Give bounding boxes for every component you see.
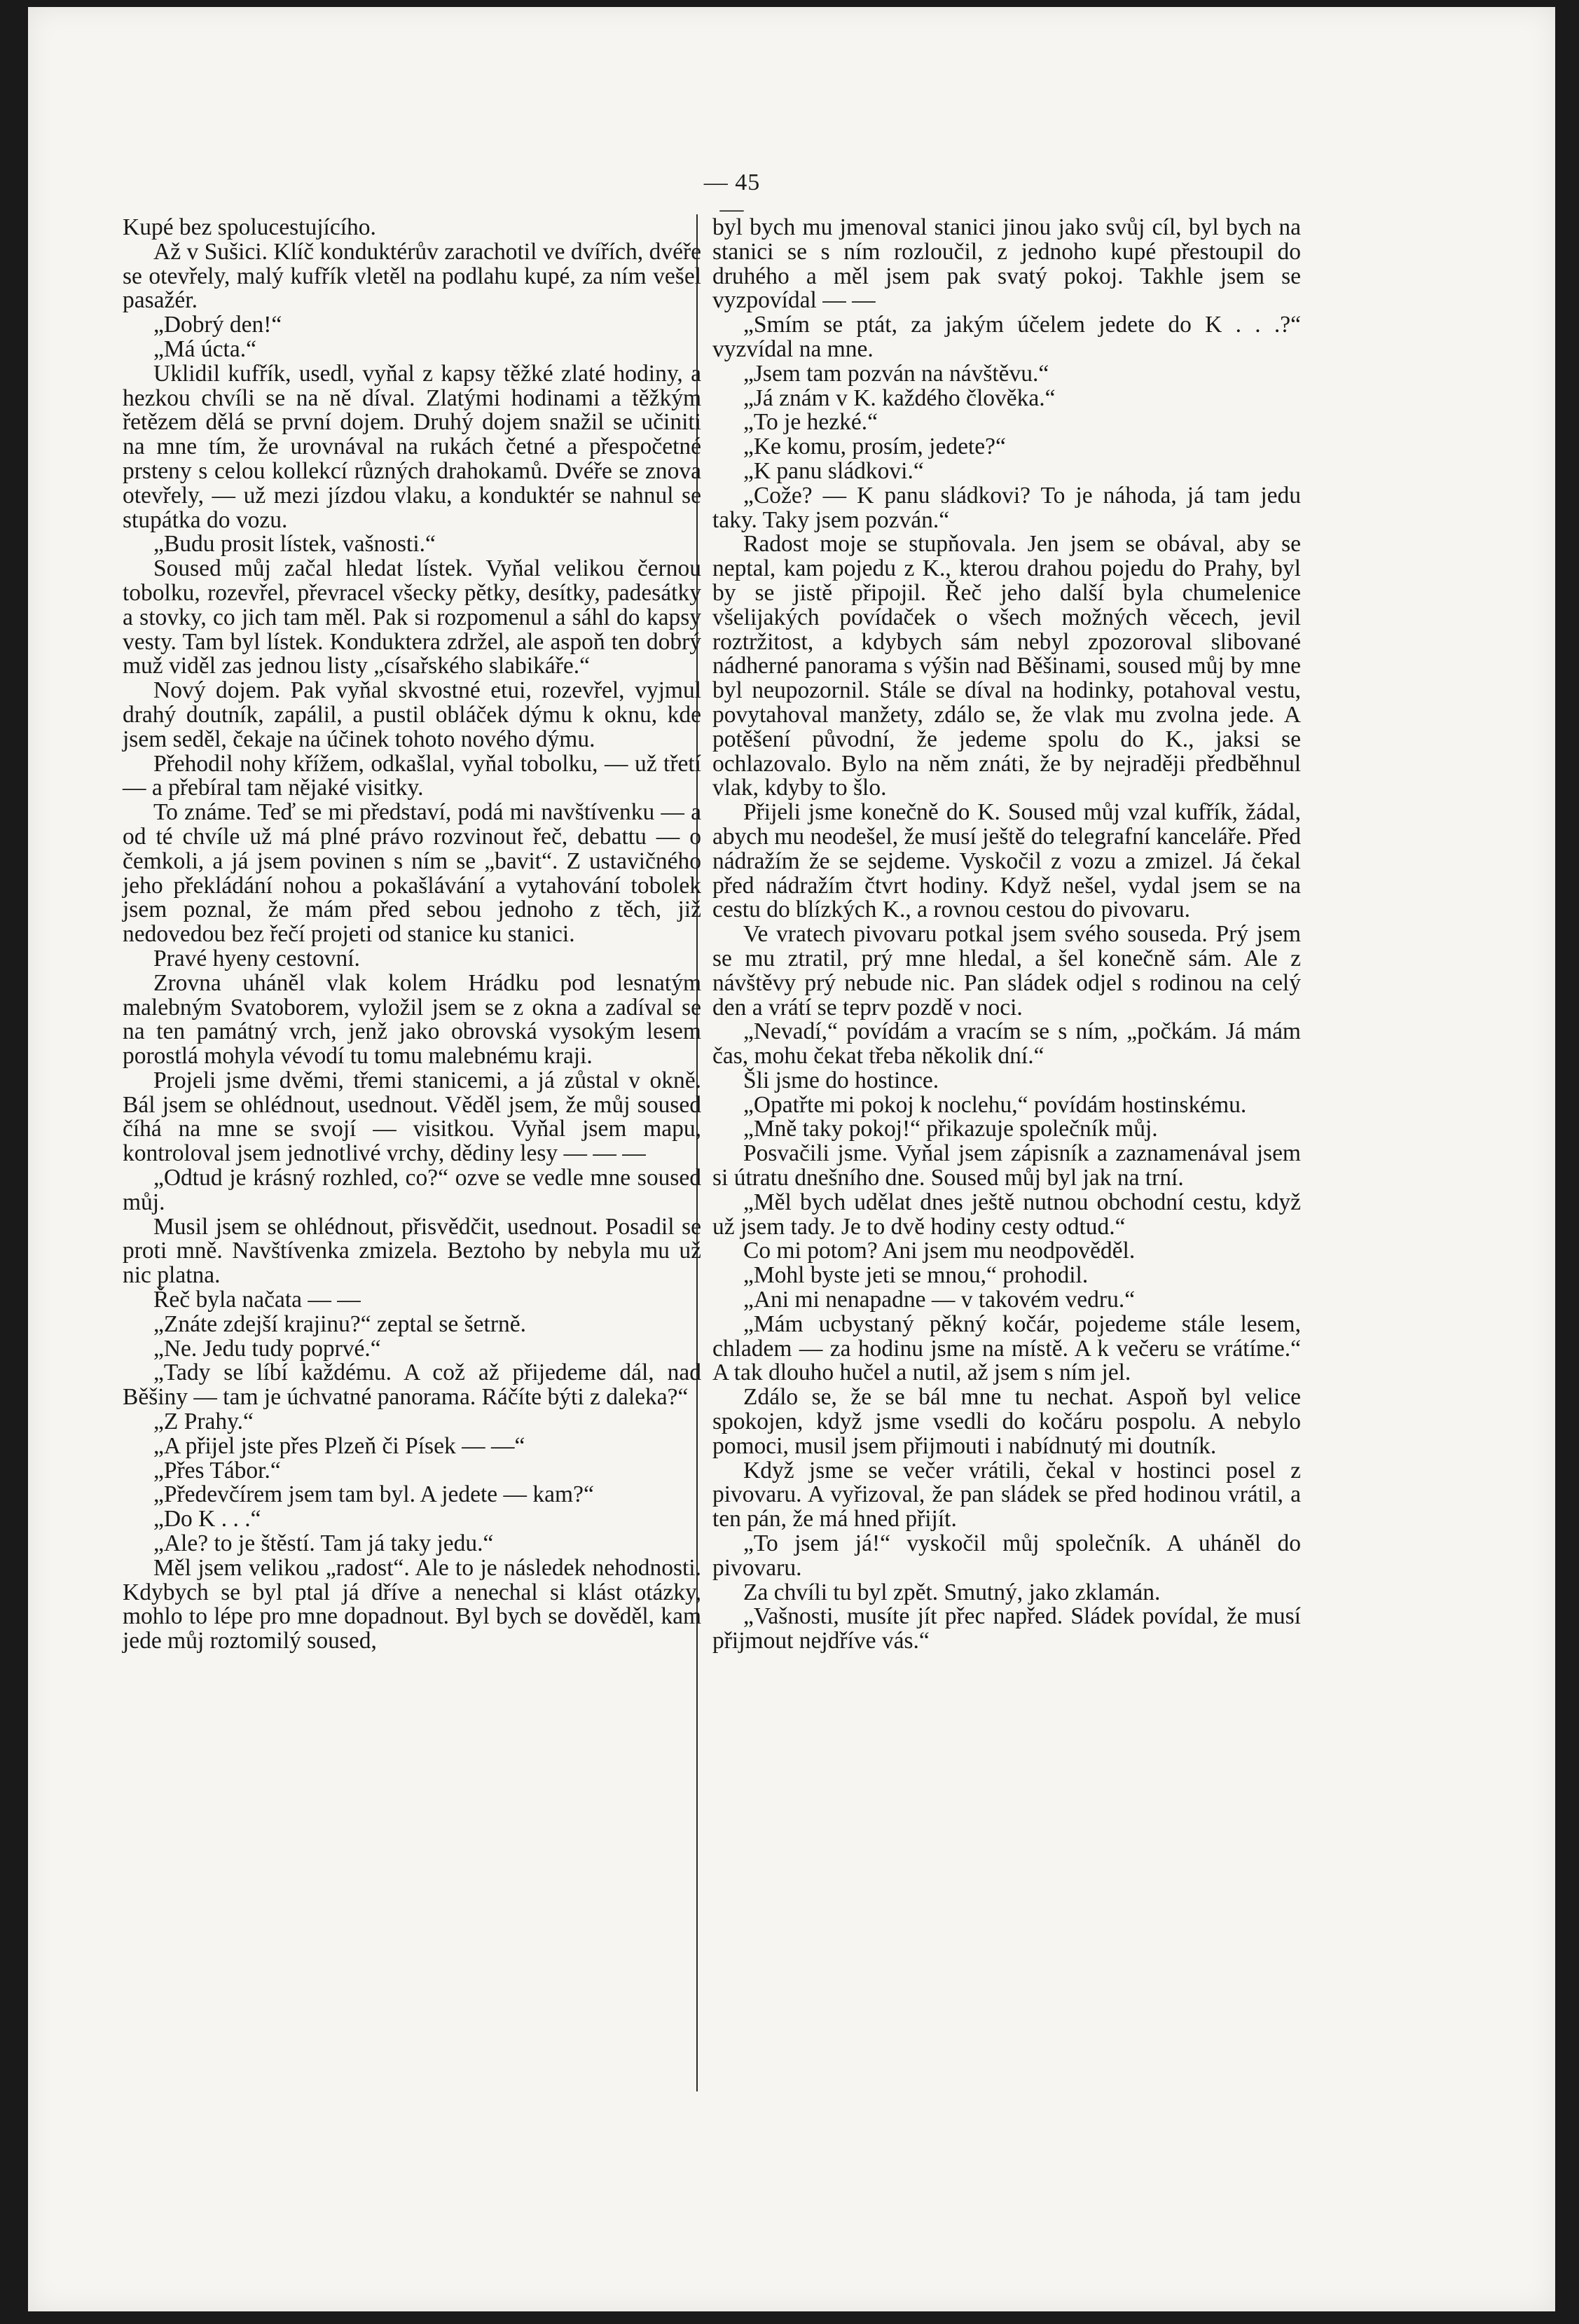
paragraph: „To jsem já!“ vyskočil můj společník. A uháněl do pivovaru. [712,1530,1301,1581]
paragraph: Za chvíli tu byl zpět. Smutný, jako zklamán. [743,1579,1161,1605]
paragraph: Uklidil kufřík, usedl, vyňal z kapsy těžké zlaté hodiny, a hezkou chvíli se na ně díval. Zlatými hodinami a těžkým řetězem dělá se první dojem. Druhý dojem snažil se učiniti na mne tím, že urovnával na rukách četné a přespočetné prsteny s celou kollekcí různých drahokamů. Dvéře se znova otevřely, — už mezi jízdou vlaku, a konduktér se nahnul se stupátka do vozu. [123,360,701,533]
paragraph: „K panu sládkovi.“ [743,457,924,484]
paragraph: Projeli jsme dvěmi, třemi stanicemi, a já zůstal v okně. Bál jsem se ohlédnout, usednout. Věděl jsem, že můj soused číhá na mne se svojí — visitkou. Vyňal jsem mapu, kontroloval jsem jednotlivé vrchy, dědiny lesy — — — [123,1067,701,1167]
paragraph: „Přes Tábor.“ [153,1457,281,1483]
paragraph: „Předevčírem jsem tam byl. A jedete — kam?“ [153,1481,594,1508]
paragraph: „Mohl byste jeti se mnou,“ prohodil. [743,1262,1089,1289]
page-number: — 45 — [703,170,761,222]
paragraph: Soused můj začal hledat lístek. Vyňal velikou černou tobolku, rozevřel, převracel všecky pětky, desítky, padesátky a stovky, co jich tam měl. Pak si rozpomenul a sáhl do kapsy vesty. Tam byl lístek. Konduktera zdržel, ale aspoň ten dobrý muž viděl zas jednou listy „císařského slabikáře.“ [123,555,701,679]
paragraph: „To je hezké.“ [743,409,878,436]
paragraph: Když jsme se večer vrátili, čekal v hostinci posel z pivovaru. A vyřizoval, že pan sládek se před hodinou vrátil, a ten pán, že má hned přijít. [712,1457,1301,1533]
left-column [123,216,701,1654]
paragraph: Co mi potom? Ani jsem mu neodpověděl. [743,1238,1136,1264]
paragraph: „Nevadí,“ povídám a vracím se s ním, „počkám. Já mám čas, mohu čekat třeba několik dní.“ [712,1018,1301,1070]
paragraph: „Tady se líbí každému. A což až přijedeme dál, nad Běšiny — tam je úchvatné panorama. Ráčíte býti z daleka?“ [123,1360,701,1411]
paragraph: „Má úcta.“ [153,336,256,362]
paragraph: „Smím se ptát, za jakým účelem jedete do K . . .?“ vyzvídal na mne. [712,312,1301,362]
paragraph: „Znáte zdejší krajinu?“ zeptal se šetrně. [153,1310,527,1337]
paragraph: To známe. Teď se mi představí, podá mi navštívenku — a od té chvíle už má plné právo rozvinout řeč, debattu — o čemkoli, a já jsem povinen s ním se „bavit“. Z ustavičného jeho překládání nohou a pokašlávání a vytahování tobolek jsem poznal, že mám před sebou jednoho z těch, již nedovedou bez řečí projeti od stanice ku stanici. [123,799,701,948]
paragraph: „Mám ucbystaný pěkný kočár, pojedeme stále lesem, chladem — za hodinu jsme na místě. A k večeru se vrátíme.“ A tak dlouho hučel a nutil, až jsem s ním jel. [712,1310,1301,1386]
newspaper-page [28,7,1555,2311]
paragraph: byl bych mu jmenoval stanici jinou jako svůj cíl, byl bych na stanici se s ním rozloučil, z jednoho kupé přestoupil do druhého a měl jsem pak svatý pokoj. Takhle jsem se vyzpovídal — — [712,214,1301,314]
paragraph: Posvačili jsme. Vyňal jsem zápisník a zaznamenával jsem si útratu dnešního dne. Soused můj byl jak na trní. [712,1140,1301,1191]
paragraph: „Mně taky pokoj!“ přikazuje společník můj. [743,1116,1158,1142]
paragraph: Kupé bez spolucestujícího. [123,214,376,240]
right-column [712,216,1301,1654]
paragraph: „A přijel jste přes Plzeň či Písek — —“ [153,1432,525,1459]
paragraph: „Jsem tam pozván na návštěvu.“ [743,360,1049,387]
paragraph: Přehodil nohy křížem, odkašlal, vyňal tobolku, — už třetí — a přebíral tam nějaké visitky. [123,750,701,801]
paragraph: „Já znám v K. každého člověka.“ [743,385,1056,411]
paragraph: „Vašnosti, musíte jít přec napřed. Sládek povídal, že musí přijmout nejdříve vás.“ [712,1603,1301,1654]
paragraph: Přijeli jsme konečně do K. Soused můj vzal kufřík, žádal, abych mu neodešel, že musí ještě do telegrafní kanceláře. Před nádražím že se sejdeme. Vyskočil z vozu a zmizel. Já čekal před nádražím čtvrt hodiny. Když nešel, vydal jsem se na cestu do blízkých K., a rovnou cestou do pivovaru. [712,799,1301,923]
paragraph: „Ale? to je štěstí. Tam já taky jedu.“ [153,1530,494,1557]
paragraph: Až v Sušici. Klíč konduktérův zarachotil ve dvířích, dvéře se otevřely, malý kufřík vletěl na podlahu kupé, za ním vešel pasažér. [123,238,701,314]
paragraph: „Odtud je krásný rozhled, co?“ ozve se vedle mne soused můj. [123,1165,701,1215]
paragraph: Měl jsem velikou „radost“. Ale to je následek nehodnosti. Kdybych se byl ptal já dříve a nenechal si klást otázky, mohlo to lépe pro mne dopadnout. Byl bych se dověděl, kam jede můj roztomilý soused, [123,1554,701,1654]
paragraph: Zdálo se, že se bál mne tu nechat. Aspoň byl velice spokojen, když jsme vsedli do kočáru pospolu. A nebylo pomoci, musil jsem přijmouti i nabídnutý mi doutník. [712,1384,1301,1459]
paragraph: Nový dojem. Pak vyňal skvostné etui, rozevřel, vyjmul drahý doutník, zapálil, a pustil obláček dýmu k oknu, kde jsem seděl, čekaje na účinek tohoto nového dýmu. [123,677,701,752]
paragraph: Radost moje se stupňovala. Jen jsem se obával, aby se neptal, kam pojedu z K., kterou drahou pojedu do Prahy, byl by se jistě připojil. Řeč jeho další byla chumelenice všelijakých povídaček o všech možných věcech, jevil roztržitost, a kdybych sám nebyl zpozoroval slibované nádherné panorama s výšin nad Běšinami, soused můj by mne byl neupozornil. Stále se díval na hodinky, potahoval vestu, povytahoval manžety, zdálo se, že vlak mu zvolna jede. A potěšení původní, že jedeme spolu do K., jaksi se ochlazovalo. Bylo na něm znáti, že by nejraději předběhnul vlak, kdyby to šlo. [712,531,1301,801]
paragraph: „Cože? — K panu sládkovi? To je náhoda, já tam jedu taky. Taky jsem pozván.“ [712,482,1301,533]
paragraph: Musil jsem se ohlédnout, přisvědčit, usednout. Posadil se proti mně. Navštívenka zmizela. Beztoho by nebyla mu už nic platna. [123,1213,701,1289]
paragraph: „Dobrý den!“ [153,312,282,338]
paragraph: „Opatřte mi pokoj k noclehu,“ povídám hostinskému. [743,1091,1247,1118]
paragraph: „Z Prahy.“ [153,1409,254,1435]
paragraph: „Do K . . .“ [153,1506,261,1533]
paragraph: „Budu prosit lístek, vašnosti.“ [153,531,436,558]
paragraph: Ve vratech pivovaru potkal jsem svého souseda. Prý jsem se mu ztratil, prý mne hledal, a šel konečně sám. Ale z návštěvy prý nebude nic. Pan sládek odjel s rodinou na celý den a vrátí se teprv pozdě v noci. [712,921,1301,1021]
paragraph: „Ani mi nenapadne — v takovém vedru.“ [743,1287,1136,1313]
paragraph: „Měl bych udělat dnes ještě nutnou obchodní cestu, když už jsem tady. Je to dvě hodiny cesty odtud.“ [712,1189,1301,1240]
paragraph: „Ke komu, prosím, jedete?“ [743,434,1006,460]
paragraph: Šli jsme do hostince. [743,1067,939,1093]
paragraph: Pravé hyeny cestovní. [153,945,360,971]
paragraph: Zrovna uháněl vlak kolem Hrádku pod lesnatým malebným Svatoborem, vyložil jsem se z okna a zadíval se na ten památný vrch, jenž jako obrovská vysokým lesem porostlá mohyla vévodí tu tomu malebnému kraji. [123,969,701,1070]
paragraph: Řeč byla načata — — [153,1287,361,1313]
paragraph: „Ne. Jedu tudy poprvé.“ [153,1335,381,1362]
